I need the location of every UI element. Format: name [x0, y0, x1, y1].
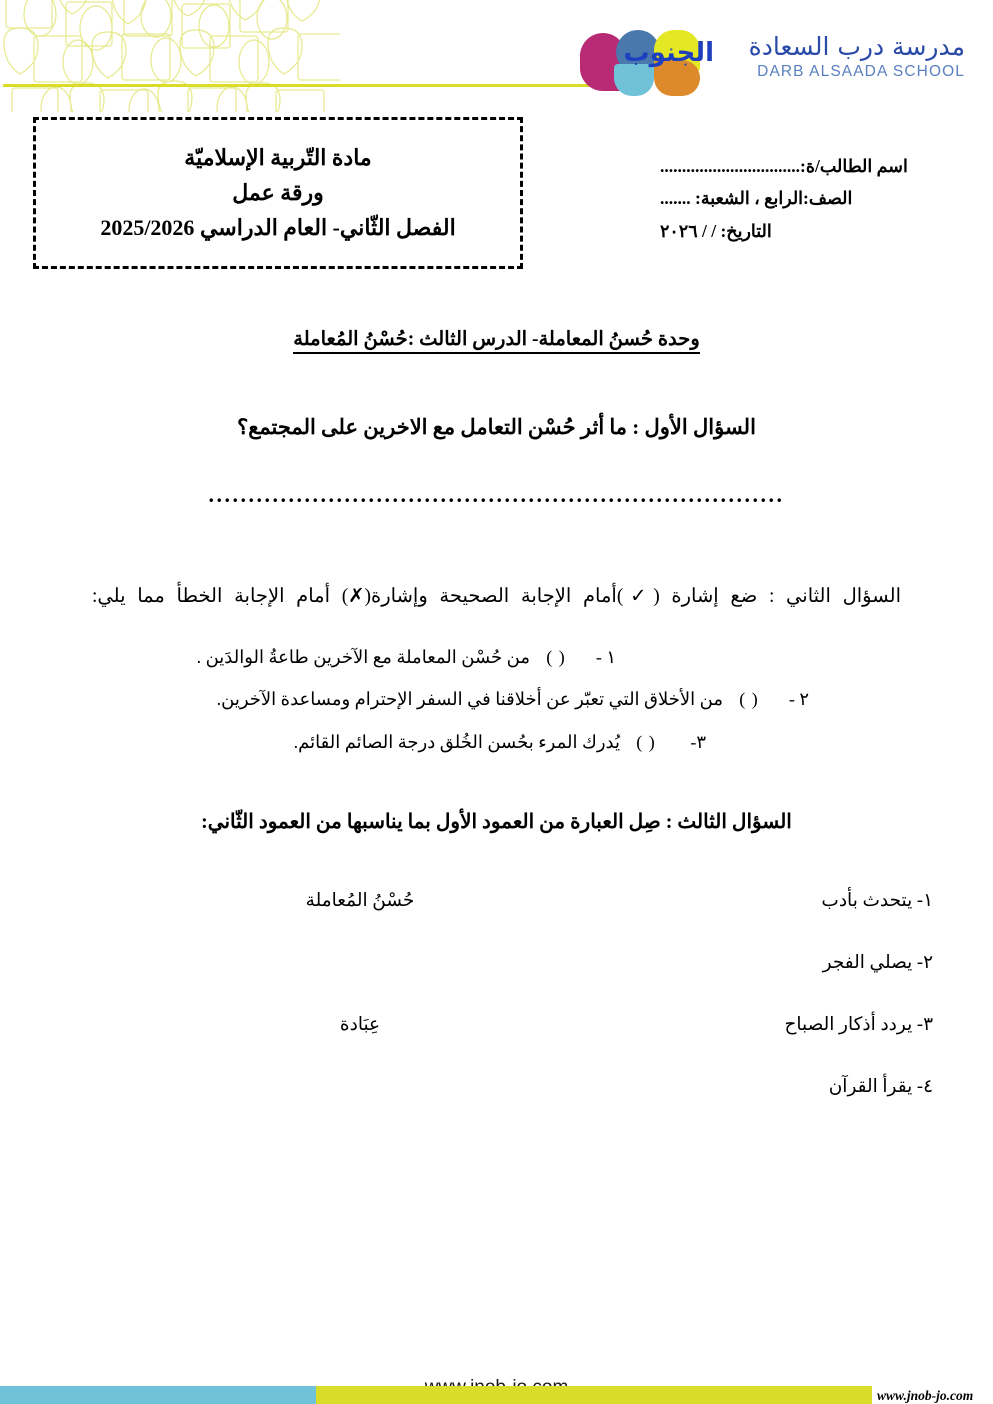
- matching-column-second: [210, 870, 510, 1118]
- student-class-field[interactable]: الصف:الرابع ، الشعبة: .......: [660, 188, 853, 209]
- lesson-title: [0, 327, 993, 351]
- question-2-text: السؤال الثاني : ضع إشارة (✓)أمام الإجابة الصحيحة وإشارة(✗) أمام الإجابة الخطأ مما يلي:: [92, 586, 901, 607]
- student-name-field[interactable]: اسم الطالب/ة:................................: [660, 156, 908, 176]
- logo-school-name-arabic: مدرسة درب السعادة: [748, 32, 965, 61]
- document-type: ورقة عمل: [232, 180, 324, 205]
- question-2-item: [92, 636, 901, 678]
- item-number: ٣-: [690, 731, 706, 752]
- matching-item-a[interactable]: ٢- يصلي الفجر: [822, 953, 933, 974]
- question-2-items: [0, 636, 993, 763]
- answer-box[interactable]: ( ): [546, 647, 566, 668]
- item-number: ٢ -: [788, 689, 809, 710]
- matching-item-b-empty: [210, 932, 510, 994]
- matching-exercise: [0, 870, 993, 1125]
- matching-item-b-empty: [210, 1056, 510, 1118]
- question-1-text: السؤال الأول : ما أثر حُسْن التعامل مع الاخرين على المجتمع؟: [237, 415, 756, 439]
- matching-item-b[interactable]: عِبَادة: [339, 1015, 381, 1036]
- item-statement: من حُسْن المعاملة مع الآخرين طاعةُ الوالدَين .: [196, 647, 530, 668]
- footer-watermark: www.jnob-jo.com: [877, 1388, 974, 1403]
- worksheet-body: [0, 112, 993, 1125]
- student-date-field[interactable]: التاريخ: / / ٢٠٢٦: [660, 220, 772, 241]
- question-3-text: السؤال الثالث : صِل العبارة من العمود الأول بما يناسبها من العمود الثّاني:: [201, 811, 792, 834]
- lesson-title-text: وحدة حُسنُ المعاملة- الدرس الثالث :حُسْنُ المُعاملة: [293, 329, 700, 354]
- page-header: [0, 0, 993, 112]
- student-info-block: [660, 150, 935, 247]
- answer-box[interactable]: ( ): [636, 731, 656, 752]
- matching-column-first: [633, 870, 933, 1118]
- question-3-block: [0, 809, 993, 1125]
- school-logo: [620, 30, 965, 102]
- question-2-block: [0, 580, 993, 763]
- question-2-item: [92, 721, 901, 763]
- footer-color-bar: [0, 1386, 993, 1404]
- item-statement: يُدرك المرء بحُسن الخُلق درجة الصائم القائم.: [293, 731, 620, 752]
- question-2-item: [92, 678, 901, 720]
- question-1-block: [0, 415, 993, 508]
- meta-row: [0, 112, 993, 287]
- header-yellow-rule: [3, 84, 603, 87]
- footer-bar-cyan-segment: [0, 1386, 316, 1404]
- logo-arabic-overlay-text: الجنوب: [623, 38, 714, 68]
- subject-title: مادة التّربية الإسلاميّة: [184, 145, 372, 170]
- matching-item-a[interactable]: ١- يتحدث بأدب: [821, 891, 933, 912]
- worksheet-title-box: [33, 117, 523, 269]
- logo-school-name-english: DARB ALSAADA SCHOOL: [757, 63, 965, 81]
- item-number: ١ -: [595, 647, 616, 668]
- logo-blob-cyan: [614, 64, 654, 96]
- answer-box[interactable]: ( ): [739, 689, 759, 710]
- decorative-pattern: [0, 0, 340, 112]
- matching-item-a[interactable]: ٤- يقرأ القرآن: [828, 1077, 933, 1098]
- question-1-answer-line[interactable]: ........................................................................: [208, 482, 785, 507]
- term-and-year: الفصل الثّاني- العام الدراسي 2025/2026: [100, 215, 456, 240]
- footer-bar-yellow-segment: [316, 1386, 872, 1404]
- logo-shapes: [580, 30, 714, 96]
- matching-item-a[interactable]: ٣- يردد أذكار الصباح: [784, 1015, 933, 1036]
- matching-item-b[interactable]: حُسْنُ المُعاملة: [305, 891, 415, 912]
- logo-text-group: [703, 34, 965, 81]
- item-statement: من الأخلاق التي تعبّر عن أخلاقنا في السفر الإحترام ومساعدة الآخرين.: [216, 689, 723, 710]
